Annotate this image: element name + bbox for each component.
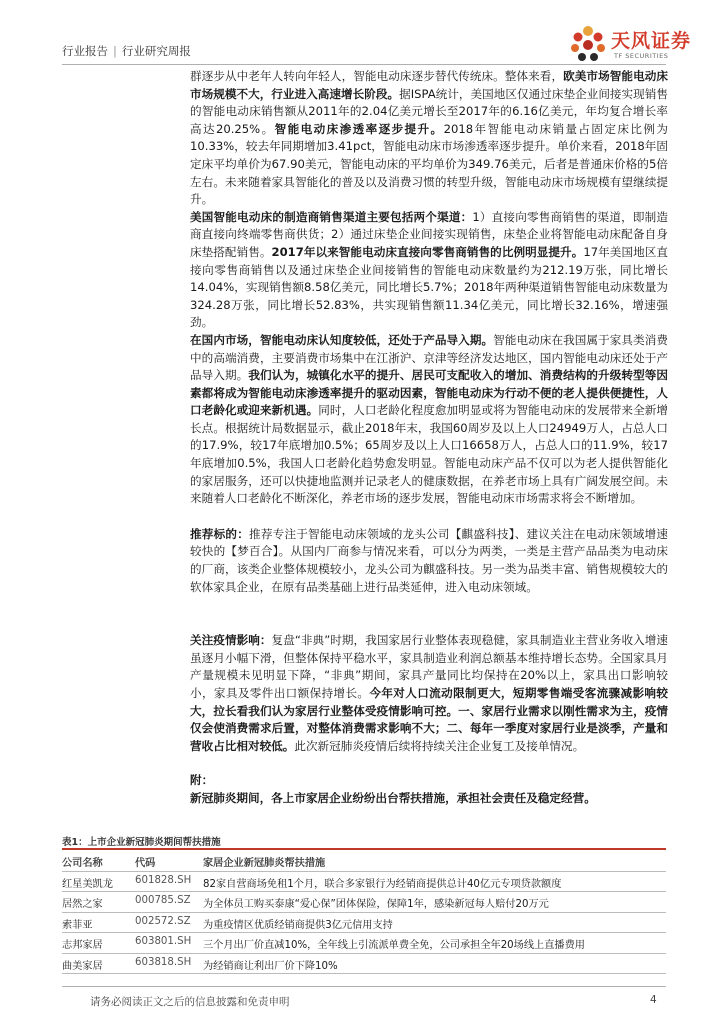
text-run-bold: 推荐标的： (190, 526, 250, 541)
cell-company: 索菲亚 (62, 919, 93, 931)
cell-measures: 82家自营商场免租1个月，联合多家银行为经销商提供总计40亿元专项贷款额度 (203, 878, 562, 890)
paragraph-gap (190, 596, 668, 614)
cell-code: 603801.SH (135, 936, 192, 947)
brand-logo (566, 22, 716, 68)
text-run-bold: 在国内市场，智能电动床认知度较低，还处于产品导入期。 (190, 332, 494, 347)
cell-measures: 为经销商让利出厂价下降10% (203, 960, 338, 972)
relief-measures-table (62, 851, 666, 974)
text-run: 2018年智能电动床销量占固定床比例为10.33%，较去年同期增加3.41pct，智能电动床市场渗透率逐步提升。单价来看，2018年固定床平均单价为67.90美元，智能电动床的平均单价为349.76美元，后者是普通床价格的5倍左右。未来随着家具智能化的普及以及消费习惯的转型升级，智能电动床市场规模有望继续提升。 (190, 121, 668, 207)
cell-measures: 为重疫情区优质经销商提供3亿元信用支持 (203, 919, 393, 931)
cell-company: 红星美凯龙 (62, 878, 113, 890)
cell-company: 曲美家居 (62, 960, 103, 972)
header-separator: | (113, 44, 117, 58)
text-run: 17年美国地区直接向零售商销售以及通过床垫企业间接销售的智能电动床数量约为212.19万张，同比增长14.04%，实现销售额8.58亿美元，同比增长5.7%；2018年两种渠道销售智能电动床数量为324.28万张，同比增长52.83%，共实现销售额11.34亿美元，同比增长32.16%，增速强劲。 (190, 244, 668, 330)
text-run-bold: 我们认为，城镇化水平的提升、居民可支配收入的增加、消费结构的升级转型等因素都将成为智能电动床渗透率提升的驱动因素，智能电动床为行动不便的老人提供便捷性，人口老龄化或迎来新机遇。 (190, 368, 668, 418)
paragraph-recommendations (190, 526, 668, 596)
cell-code: 000785.SZ (135, 895, 191, 906)
report-category: 行业报告 (62, 44, 108, 58)
table-row (62, 913, 666, 934)
text-run: 推荐专注于智能电动床领域的龙头公司【麒盛科技】、建议关注在电动床领域增速较快的【梦百合】。从国内厂商参与情况来看，可以分为两类，一类是主营产品品类为电动床的厂商，该类企业整体规模较小，龙头公司为麒盛科技。另一类为品类丰富、销售规模较大的软体家具企业，在原有品类基础上进行品类延伸，进入电动床领域。 (190, 526, 668, 594)
report-subcategory: 行业研究周报 (121, 44, 191, 58)
table-row (62, 892, 666, 913)
footer-divider (62, 986, 666, 987)
footer-disclaimer: 请务必阅读正文之后的信息披露和免责申明 (90, 996, 290, 1008)
text-run: 此次新冠肺炎疫情后续将持续关注企业复工及接单情况。 (294, 738, 585, 753)
page-number: 4 (650, 994, 657, 1006)
cell-measures: 三个月出厂价直减10%，全年线上引流派单费全免，公司承担全年20场线上直播费用 (203, 940, 585, 951)
table-row (62, 933, 666, 954)
header-divider (62, 64, 666, 65)
text-run: 群逐步从中老年人转向年轻人，智能电动床逐步替代传统床。整体来看， (190, 69, 564, 83)
cell-code: 603818.SH (135, 956, 192, 968)
logo-flower-icon (566, 22, 610, 66)
paragraph-sales-channels (190, 209, 668, 332)
report-header (62, 43, 191, 59)
text-run-bold: 智能电动床渗透率逐步提升。 (274, 121, 444, 136)
column-header-measures: 家居企业新冠肺炎帮扶措施 (203, 858, 326, 869)
paragraph-domestic-market (190, 332, 668, 508)
table-top-rule (62, 848, 666, 850)
text-run: 据ISPA统计，美国地区仅通过床垫企业间接实现销售的智能电动床销售额从2011年的2.04亿美元增长至2017年的6.16亿美元，年均复合增长率高达20.25%。 (190, 86, 668, 136)
text-run: 同时，人口老龄化程度愈加明显或将为智能电动床的发展带来全新增长点。根据统计局数据显示，截止2018年末，我国60周岁及以上人口24949万人，占总人口的17.9%，较17年底增加0.5%；65周岁及以上人口16658万人，占总人口的11.9%，较17年底增加0.5%，我国人口老龄化趋势愈发明显。智能电动床产品不仅可以为老人提供智能化的家居服务，还可以快捷地监测并记录老人的健康数据，在养老市场上具有广阔发展空间。未来随着人口老龄化不断深化，养老市场的逐步发展，智能电动床市场需求将会不断增加。 (190, 403, 668, 506)
paragraph-gap (190, 614, 668, 632)
paragraph-gap (190, 755, 668, 772)
appendix-text-bold: 新冠肺炎期间，各上市家居企业纷纷出台帮扶措施，承担社会责任及稳定经营。 (190, 790, 596, 805)
appendix-label (190, 772, 668, 790)
text-run-bold: 2017年以来智能电动床直接向零售商销售的比例明显提升。 (271, 244, 584, 259)
text-run: 智能电动床在我国属于家具类消费中的高端消费，主要消费市场集中在江浙沪、京津等经济发达地区，国内智能电动床还处于产品导入期。 (190, 332, 668, 383)
paragraph-gap (190, 508, 668, 526)
table-row (62, 954, 666, 975)
text-run-bold: 欧美市场智能电动床市场规模不大，行业进入高速增长阶段。 (190, 69, 668, 101)
text-run: 复盘“非典”时期，我国家居行业整体表现稳健，家具制造业主营业务收入增速虽逐月小幅下滑，但整体保持平稳水平，家具制造业利润总额基本维持增长态势。全国家具月产量规模未见明显下降，“非典”期间，家具产量同比均保持在20%以上，家具出口影响较小，家具及零件出口额保持增长。 (190, 633, 668, 700)
appendix-text (190, 790, 668, 808)
cell-code: 601828.SH (135, 874, 192, 886)
column-header-company: 公司名称 (62, 858, 103, 869)
text-run-bold: 今年对人口流动限制更大，短期零售端受客流骤减影响较大，拉长看我们认为家居行业整体受疫情影响可控。一、家居行业需求以刚性需求为主，疫情仅会使消费需求后置，对整体消费需求影响不大；二、每年一季度对家居行业是淡季，产量和营收占比相对较低。 (190, 686, 668, 753)
report-body (190, 68, 668, 808)
table-header-row (62, 851, 666, 872)
text-run-bold: 美国智能电动床的制造商销售渠道主要包括两个渠道： (190, 209, 473, 224)
table-title: 表1：上市企业新冠肺炎期间帮扶措施 (62, 837, 221, 848)
table-row (62, 872, 666, 893)
cell-code: 002572.SZ (135, 915, 191, 927)
cell-company: 居然之家 (62, 899, 103, 910)
text-run: 1）直接向零售商销售的渠道，即制造商直接向终端零售商供货；2）通过床垫企业间接实现销售，床垫企业将智能电动床配备自身床垫搭配销售。 (190, 209, 668, 259)
text-run-bold: 关注疫情影响： (190, 633, 272, 648)
paragraph-us-market (190, 68, 668, 209)
appendix-label-text: 附： (190, 773, 214, 788)
column-header-code: 代码 (135, 858, 156, 869)
logo-english-name: TF SECURITIES (614, 52, 669, 60)
paragraph-epidemic-impact (190, 632, 668, 755)
logo-chinese-name: 天风证券 (611, 30, 692, 52)
cell-measures: 为全体员工购买泰康“爱心保”团体保险，保障1年，感染新冠每人赔付20万元 (203, 899, 549, 910)
cell-company: 志邦家居 (62, 940, 103, 951)
